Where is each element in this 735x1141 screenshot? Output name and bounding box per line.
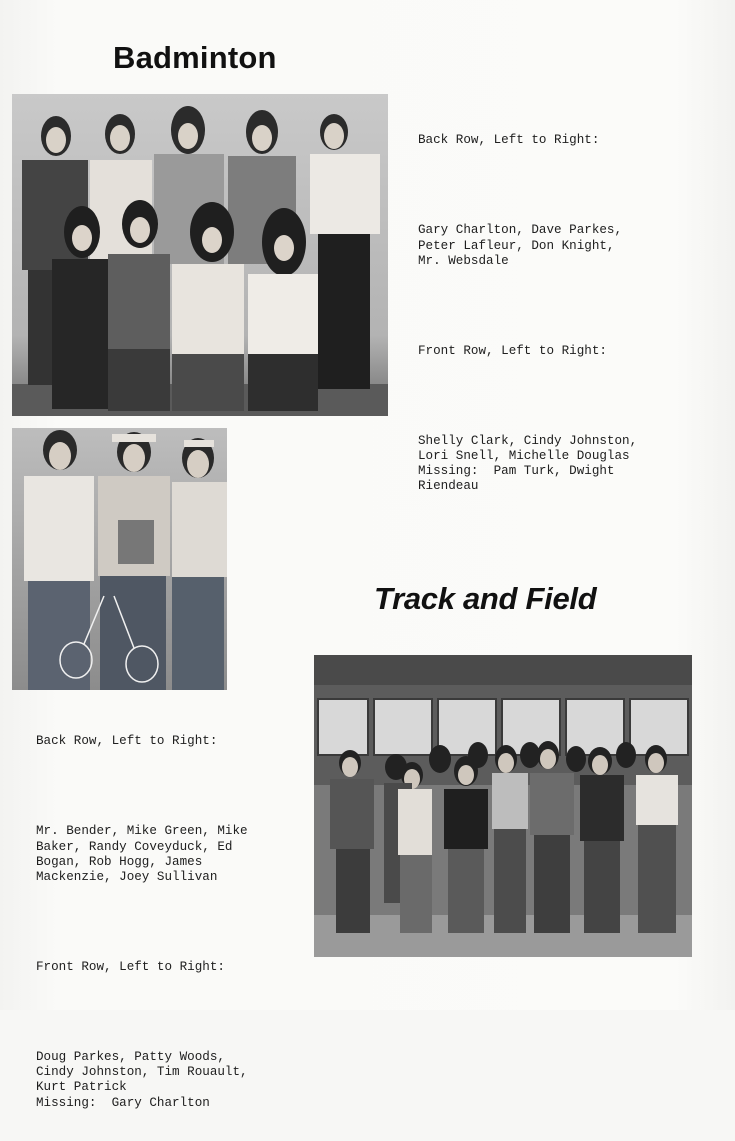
track-front-row-names: Doug Parkes, Patty Woods, Cindy Johnston, Tim Rouault, Kurt Patrick Missing: Gary Charlton [36,1050,248,1110]
caption-spacer [36,1006,248,1020]
track-caption [36,704,248,1141]
badminton-winners-photo [12,428,227,690]
track-team-photo [314,655,692,957]
badminton-back-row-label: Back Row, Left to Right: [418,133,600,148]
badminton-back-row-names: Gary Charlton, Dave Parkes, Peter Lafleur, Don Knight, Mr. Websdale [418,223,623,268]
badminton-front-row-names: Shelly Clark, Cindy Johnston, Lori Snell, Michelle Douglas Missing: Pam Turk, Dwight Riendeau [418,433,638,494]
caption-spacer [418,179,637,193]
badminton-front-row-label: Front Row, Left to Right: [418,343,607,358]
caption-spacer [36,916,248,930]
track-and-field-heading: Track and Field [374,581,597,616]
caption-spacer [418,299,637,313]
badminton-heading: Badminton [113,40,277,75]
track-front-row-label: Front Row, Left to Right: [36,960,225,975]
track-back-row-names: Mr. Bender, Mike Green, Mike Baker, Randy Coveyduck, Ed Bogan, Rob Hogg, James Mackenzie, Joey Sullivan [36,824,248,885]
badminton-caption [418,103,637,525]
track-back-row-label: Back Row, Left to Right: [36,734,218,749]
caption-spacer [418,389,637,403]
badminton-team-photo [12,94,388,416]
caption-spacer [36,780,248,794]
